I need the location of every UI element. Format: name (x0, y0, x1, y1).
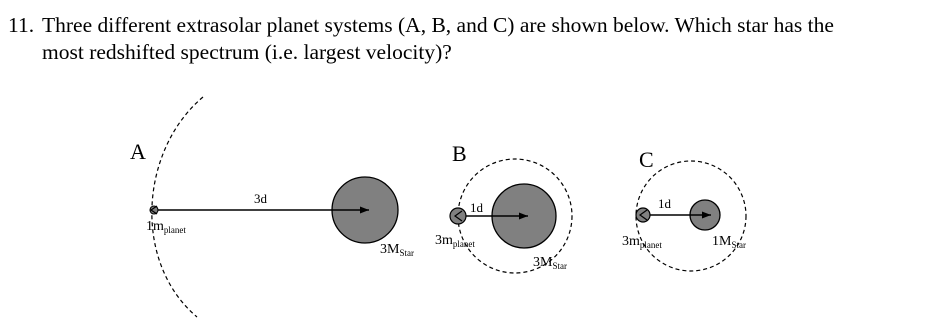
question-line-1: Three different extrasolar planet systems (A, B, and C) are shown below. Which star has the (42, 13, 834, 37)
system-b-planet (450, 208, 466, 224)
system-b-planet-mass: $3m_{planet}$ (435, 233, 475, 249)
question-line-2: most redshifted spectrum (i.e. largest velocity)? (42, 40, 452, 64)
system-b-label: B (452, 141, 467, 166)
system-c-planet-mass: $3m_{planet}$ (622, 234, 662, 250)
system-a-label: A (130, 139, 146, 164)
system-c-planet (636, 208, 650, 222)
system-a-distance-label: 3d (254, 191, 267, 206)
system-c-star-mass: $1M_{Star}$ (712, 234, 746, 250)
question-number: 11. (8, 13, 35, 37)
system-a-orbit (152, 97, 203, 317)
system-a (130, 97, 414, 317)
system-b (435, 141, 572, 273)
system-c (622, 147, 746, 271)
system-c-distance-label: 1d (658, 196, 671, 211)
system-b-distance-label: 1d (470, 200, 483, 215)
system-b-star-mass: $3M_{Star}$ (533, 255, 567, 271)
system-a-star-mass: $3M_{Star}$ (380, 242, 414, 258)
system-c-label: C (639, 147, 654, 172)
system-a-planet-mass: $1m_{planet}$ (146, 219, 186, 235)
